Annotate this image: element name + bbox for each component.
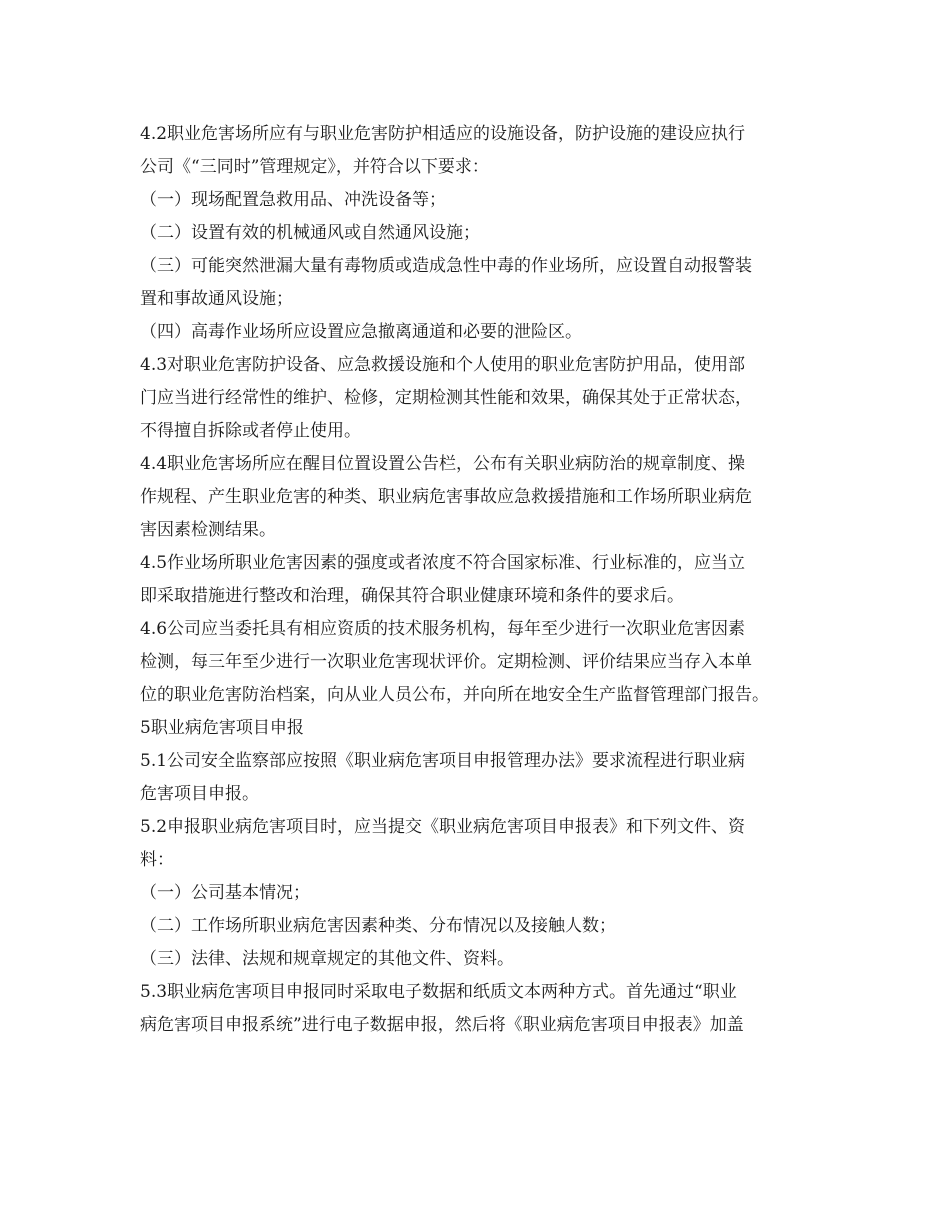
text-line: 位的职业危害防治档案，向从业人员公布，并向所在地安全生产监督管理部门报告。 — [140, 685, 769, 705]
text-line: 料： — [140, 850, 174, 870]
text-line: 害因素检测结果。 — [140, 520, 276, 540]
text-line: 检测，每三年至少进行一次职业危害现状评价。定期检测、评价结果应当存入本单 — [140, 652, 752, 672]
text-line: 4.5作业场所职业危害因素的强度或者浓度不符合国家标准、行业标准的，应当立 — [140, 553, 746, 573]
text-line: （三）法律、法规和规章规定的其他文件、资料。 — [140, 949, 514, 969]
text-line: 4.4职业危害场所应在醒目位置设置公告栏，公布有关职业病防治的规章制度、操 — [140, 454, 746, 474]
text-line: 5.1公司安全监察部应按照《职业病危害项目申报管理办法》要求流程进行职业病 — [140, 751, 746, 771]
text-line: 门应当进行经常性的维护、检修，定期检测其性能和效果，确保其处于正常状态， — [140, 388, 752, 408]
text-line: （三）可能突然泄漏大量有毒物质或造成急性中毒的作业场所，应设置自动报警装 — [140, 256, 752, 276]
text-line: （一）公司基本情况； — [140, 883, 310, 903]
text-line: 不得擅自拆除或者停止使用。 — [140, 421, 361, 441]
text-line: 5.3职业病危害项目申报同时采取电子数据和纸质文本两种方式。首先通过“职业 — [140, 982, 737, 1002]
document-body — [140, 118, 840, 1042]
text-line: 危害项目申报。 — [140, 784, 259, 804]
text-line: 病危害项目申报系统”进行电子数据申报，然后将《职业病危害项目申报表》加盖 — [140, 1015, 744, 1035]
text-line: 4.2职业危害场所应有与职业危害防护相适应的设施设备，防护设施的建设应执行 — [140, 124, 746, 144]
text-line: 作规程、产生职业危害的种类、职业病危害事故应急救援措施和工作场所职业病危 — [140, 487, 752, 507]
text-line: （四）高毒作业场所应设置应急撤离通道和必要的泄险区。 — [140, 322, 582, 342]
text-line: （一）现场配置急救用品、冲洗设备等； — [140, 190, 446, 210]
text-line: 置和事故通风设施； — [140, 289, 293, 309]
text-line: （二）设置有效的机械通风或自然通风设施； — [140, 223, 480, 243]
text-line: （二）工作场所职业病危害因素种类、分布情况以及接触人数； — [140, 916, 616, 936]
text-line: 4.6公司应当委托具有相应资质的技术服务机构，每年至少进行一次职业危害因素 — [140, 619, 746, 639]
text-line: 5.2申报职业病危害项目时，应当提交《职业病危害项目申报表》和下列文件、资 — [140, 817, 746, 837]
section-heading: 5职业病危害项目申报 — [140, 718, 304, 738]
text-line: 即采取措施进行整改和治理，确保其符合职业健康环境和条件的要求后。 — [140, 586, 684, 606]
text-line: 4.3对职业危害防护设备、应急救援设施和个人使用的职业危害防护用品，使用部 — [140, 355, 746, 375]
text-line: 公司《“三同时”管理规定》，并符合以下要求： — [140, 157, 489, 177]
